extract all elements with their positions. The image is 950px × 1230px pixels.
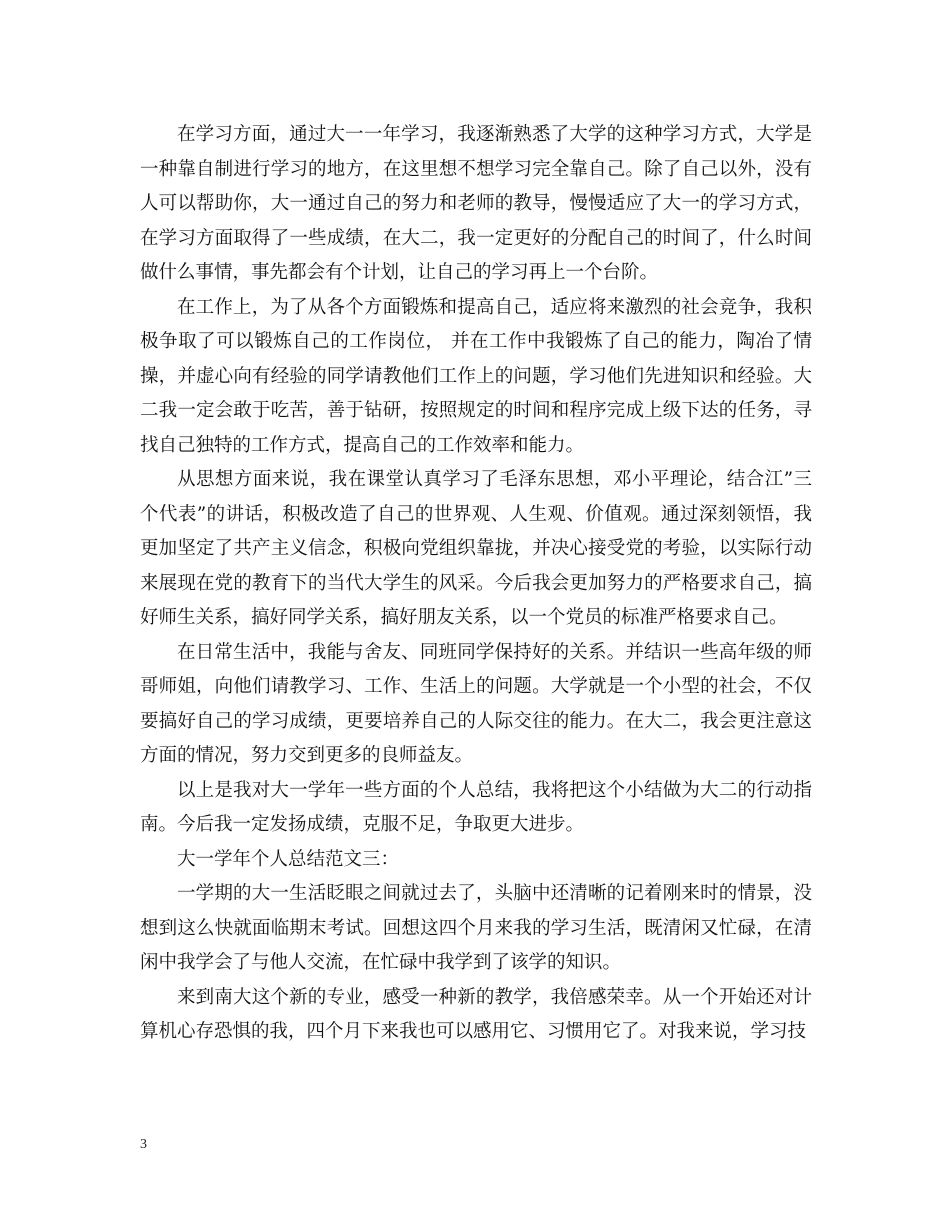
document-body bbox=[140, 118, 812, 1050]
paragraph-major: 来到南大这个新的专业，感受一种新的教学，我倍感荣幸。从一个开始还对计算机心存恐惧的我，四个月下来我也可以感用它、习惯用它了。对我来说，学习技 bbox=[140, 986, 812, 1042]
paragraph-study: 在学习方面，通过大一一年学习，我逐渐熟悉了大学的这种学习方式，大学是一种靠自制进行学习的地方，在这里想不想学习完全靠自己。除了自己以外，没有人可以帮助你，大一通过自己的努力和老师的教导，慢慢适应了大一的学习方式，在学习方面取得了一些成绩，在大二，我一定更好的分配自己的时间了，什么时间做什么事情，事先都会有个计划，让自己的学习再上一个台阶。 bbox=[140, 124, 812, 283]
section-heading: 大一学年个人总结范文三： bbox=[177, 848, 400, 870]
page-number: 3 bbox=[140, 1137, 147, 1152]
paragraph-thought: 从思想方面来说，我在课堂认真学习了毛泽东思想，邓小平理论，结合江”三个代表”的讲话，积极改造了自己的世界观、人生观、价值观。通过深刻领悟，我更加坚定了共产主义信念，积极向党组织靠拢，并决心接受党的考验，以实际行动来展现在党的教育下的当代大学生的风采。今后我会更加努力的严格要求自己，搞好师生关系，搞好同学关系，搞好朋友关系，以一个党员的标准严格要求自己。 bbox=[140, 469, 812, 628]
paragraph-work: 在工作上，为了从各个方面锻炼和提高自己，适应将来激烈的社会竞争，我积极争取了可以锻炼自己的工作岗位， 并在工作中我锻炼了自己的能力，陶冶了情操，并虚心向有经验的同学请教他们工作上的问题，学习他们先进知识和经验。大二我一定会敢于吃苦，善于钻研，按照规定的时间和程序完成上级下达的任务，寻找自己独特的工作方式，提高自己的工作效率和能力。 bbox=[140, 296, 812, 456]
paragraph-conclusion: 以上是我对大一学年一些方面的个人总结，我将把这个小结做为大二的行动指南。今后我一定发扬成绩，克服不足，争取更大进步。 bbox=[140, 779, 812, 835]
paragraph-daily-life: 在日常生活中，我能与舍友、同班同学保持好的关系。并结识一些高年级的师哥师姐，向他们请教学习、工作、生活上的问题。大学就是一个小型的社会，不仅要搞好自己的学习成绩，更要培养自己的人际交往的能力。在大二，我会更注意这方面的情况，努力交到更多的良师益友。 bbox=[140, 641, 812, 766]
paragraph-semester: 一学期的大一生活眨眼之间就过去了，头脑中还清晰的记着刚来时的情景，没想到这么快就面临期末考试。回想这四个月来我的学习生活，既清闲又忙碌，在清闲中我学会了与他人交流，在忙碌中我学到了该学的知识。 bbox=[140, 883, 812, 973]
